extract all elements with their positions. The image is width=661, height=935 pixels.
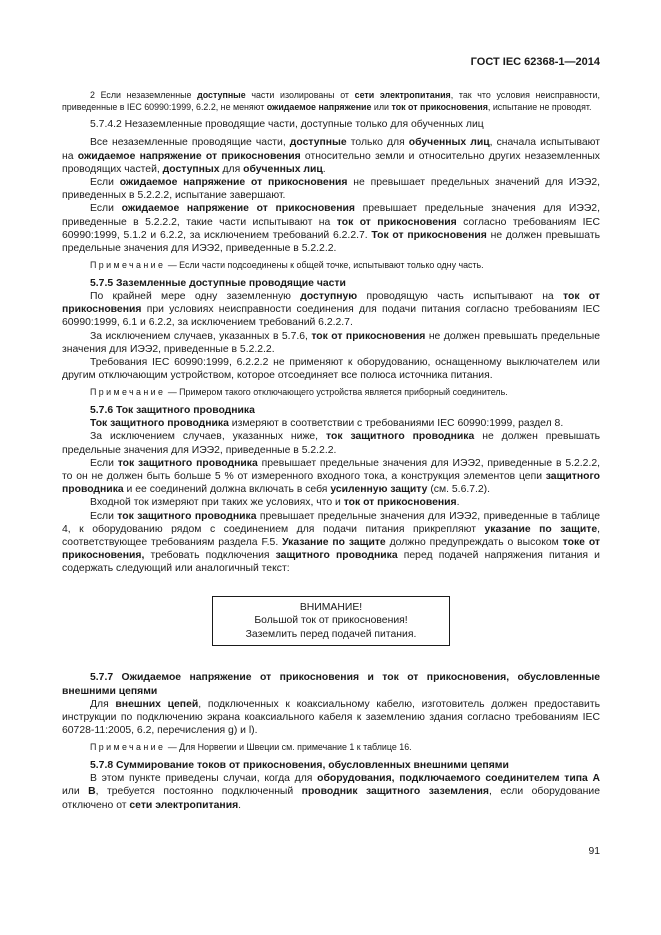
paragraph [62,202,600,255]
text-run: Для [90,698,116,710]
text-run: . [322,163,326,175]
emphasized-term: Указание по защите [282,537,386,549]
emphasized-term: указание по защите [484,523,598,535]
emphasized-term: проводник защитного заземления [301,786,489,798]
section-heading-5-7-8: 5.7.8 Суммирование токов от прикосновения, обусловленных внешними цепями [90,760,509,772]
emphasized-term: ток защитного проводника [326,431,475,443]
emphasized-term: защитного проводника [275,550,398,562]
text-run: согласно требованиям IEC 60990:1999, 5.1.2 и 6.2.2, за исключением требований 6.2.2.7. [62,216,600,241]
emphasized-term: ток от прикосновения [62,291,600,316]
emphasized-term: ток от прикосновения [311,330,426,342]
emphasized-term: внешних цепей [115,698,199,710]
text-run: , так что условия неисправности, приведенные в IEC 60990:1999, 6.2.2, не меняют [62,90,600,112]
section-heading-5-7-4-2: 5.7.4.2 Незаземленные проводящие части, доступные только для обученных лиц [90,119,484,131]
emphasized-term: Ток от прикосновения [371,229,487,241]
warning-text: Большой ток от прикосновения! [254,615,408,627]
text-run: не должен превышать предельные значения для ИЭЭ2, приведенные в 5.2.2.2. [62,431,600,456]
note-text: — Если части подсоединены к общей точке, испытывают только одну часть. [165,260,484,271]
emphasized-term: сети электропитания [129,799,239,811]
text-run: (см. 5.6.7.2). [427,484,491,496]
emphasized-term: сети электропитания [354,90,451,100]
text-run: требовать подключения [144,550,276,562]
text-run: Если [90,177,120,188]
emphasized-term: ожидаемое напряжение от прикосновения [77,150,301,162]
emphasized-term: ток защитного проводника [117,510,257,522]
section-heading-5-7-7: 5.7.7 Ожидаемое напряжение от прикосновения и ток от прикосновения, обусловленные внешними цепями [62,672,600,697]
emphasized-term: ток от прикосновения [343,497,457,509]
text-run: относительно земли и относительно других незаземленных проводящих частей, [62,150,600,175]
text-run: или [62,786,89,798]
text-run: . [238,799,242,811]
emphasized-term: ожидаемое напряжение от прикосновения [119,177,348,188]
paragraph [62,772,600,812]
text-run: при условиях неисправности соединения для подачи питания согласно требованиям IEC 60990:1999, 6.1 и 6.2.2, за исключением требований 6.2.2.7. [62,304,600,329]
text-run: , подключенных к коаксиальному кабелю, изготовитель должен предоставить инструкции по подключению экрана коаксиального кабеля к заземлению здания согласно требованиям IEC 60728-11:2005, 6.2, перечисления g) и l). [62,698,600,737]
section-heading-5-7-6: 5.7.6 Ток защитного проводника [90,405,255,417]
warning-title: ВНИМАНИЕ! [299,601,363,613]
note-text: — Для Норвегии и Швеции см. примечание 1 к таблице 16. [165,742,412,753]
emphasized-term: доступных [162,163,220,175]
note [62,387,600,399]
text-run: В этом пункте приведены случаи, когда для [90,773,318,785]
emphasized-term: усиленную защиту [330,484,428,496]
text-run: не превышает предельных значений для ИЭЭ2, приведенных в 5.2.2.2, испытание завершают. [62,177,601,202]
text-run: части изолированы от [245,90,355,100]
text-run: , соответствующее требованиям раздела F.5. [62,523,600,549]
text-run: Входной ток измеряют при таких же условиях, что и [90,497,344,509]
emphasized-term: Ток защитного проводника [90,418,229,430]
emphasized-term: ток от прикосновения [391,101,488,112]
emphasized-term: доступные [197,90,246,100]
text-run: Все незаземленные проводящие части, [90,137,290,149]
text-run: За исключением случаев, указанных ниже, [90,431,327,443]
paragraph [62,430,600,456]
note-label: Примечание [90,742,166,753]
note-label: Примечание [90,260,166,271]
text-run: не должен превышать предельные значения для ИЭЭ2, приведенные в 5.2.2.2. [62,330,600,355]
paragraph [62,356,600,382]
warning-instruction: Заземлить перед подачей питания. [245,628,417,640]
emphasized-term: ожидаемое напряжение [266,101,372,112]
text-run: превышает предельные значения для ИЭЭ2, приведенные в 5.2.2.2, то он не должен быть больше 5 % от измеренного входного тока, а конструкция элементов цепи [62,457,601,483]
text-run: Если [90,457,118,469]
text-run: , сначала испытывают на [62,137,600,162]
emphasized-term: ток от прикосновения [336,216,457,228]
text-run: , требуется постоянно подключенный [95,786,302,798]
emphasized-term: доступные [289,137,347,149]
text-run: перед подачей напряжения питания и содержать следующий или аналогичный текст: [62,550,600,575]
paragraph [62,698,600,738]
text-run: не должен превышать предельные значения для ИЭЭ2, приведенные в 5.2.2.2. [62,229,600,255]
emphasized-term: ток защитного проводника [117,457,258,469]
page-number: 91 [588,846,600,857]
text-run: Требования IEC 60990:1999, 6.2.2.2 не применяют к оборудованию, оснащенному выключателем или другим отключающим устройством, которое отсоединяет все полюса источника питания. [62,357,600,382]
emphasized-term: обученных лиц [243,163,323,175]
page-content [62,90,600,812]
text-run: или [371,101,392,112]
paragraph [62,496,600,509]
emphasized-term: защитного проводника [62,471,600,496]
warning-label-box [212,596,450,647]
emphasized-term: ожидаемое напряжение от прикосновения [121,203,355,215]
note-paragraph [62,90,600,113]
section-heading-5-7-5: 5.7.5 Заземленные доступные проводящие части [90,277,346,289]
paragraph [62,176,600,202]
text-run: и ее соединений должна включать в себя [123,484,331,496]
text-run: Если [90,510,118,522]
text-run: По крайней мере одну заземленную [90,291,301,303]
text-run: для [219,163,244,175]
text-run: измеряют в соответствии с требованиями IEC 60990:1999, раздел 8. [228,418,564,430]
note [62,260,600,272]
emphasized-term: обученных лиц [408,137,490,149]
paragraph [62,136,600,176]
note [62,742,600,754]
text-run: За исключением случаев, указанных в 5.7.6, [90,330,312,342]
paragraph [62,457,600,497]
emphasized-term: доступную [300,291,358,303]
emphasized-term: оборудования, подключаемого соединителем типа А [317,773,600,785]
emphasized-term: В [88,786,96,798]
emphasized-term: токе от прикосновения, [62,537,600,562]
text-run: Если [90,203,122,215]
text-run: . [456,497,460,509]
paragraph [62,330,600,356]
text-run: только для [346,137,409,149]
text-run: превышает предельные значения для ИЭЭ2, приведенные в таблице 4, к оборудованию рядом с соединением для подачи питания прикрепляют [62,510,601,535]
text-run: 2 Если незаземленные [90,90,198,100]
note-label: Примечание [90,387,166,398]
paragraph [62,290,600,330]
text-run: проводящую часть испытывают на [357,291,564,303]
text-run: должно предупреждать о высоком [385,537,563,549]
text-run: , если оборудование отключено от [62,786,600,811]
text-run: , испытание не проводят. [487,101,592,112]
paragraph [62,417,600,430]
paragraph [62,510,600,576]
text-run: превышает предельные значения для ИЭЭ2, приведенные в 5.2.2.2, такие части испытывают на [62,203,600,228]
document-code: ГОСТ IEC 62368-1—2014 [470,56,600,68]
note-text: — Примером такого отключающего устройства является приборный соединитель. [165,387,508,398]
